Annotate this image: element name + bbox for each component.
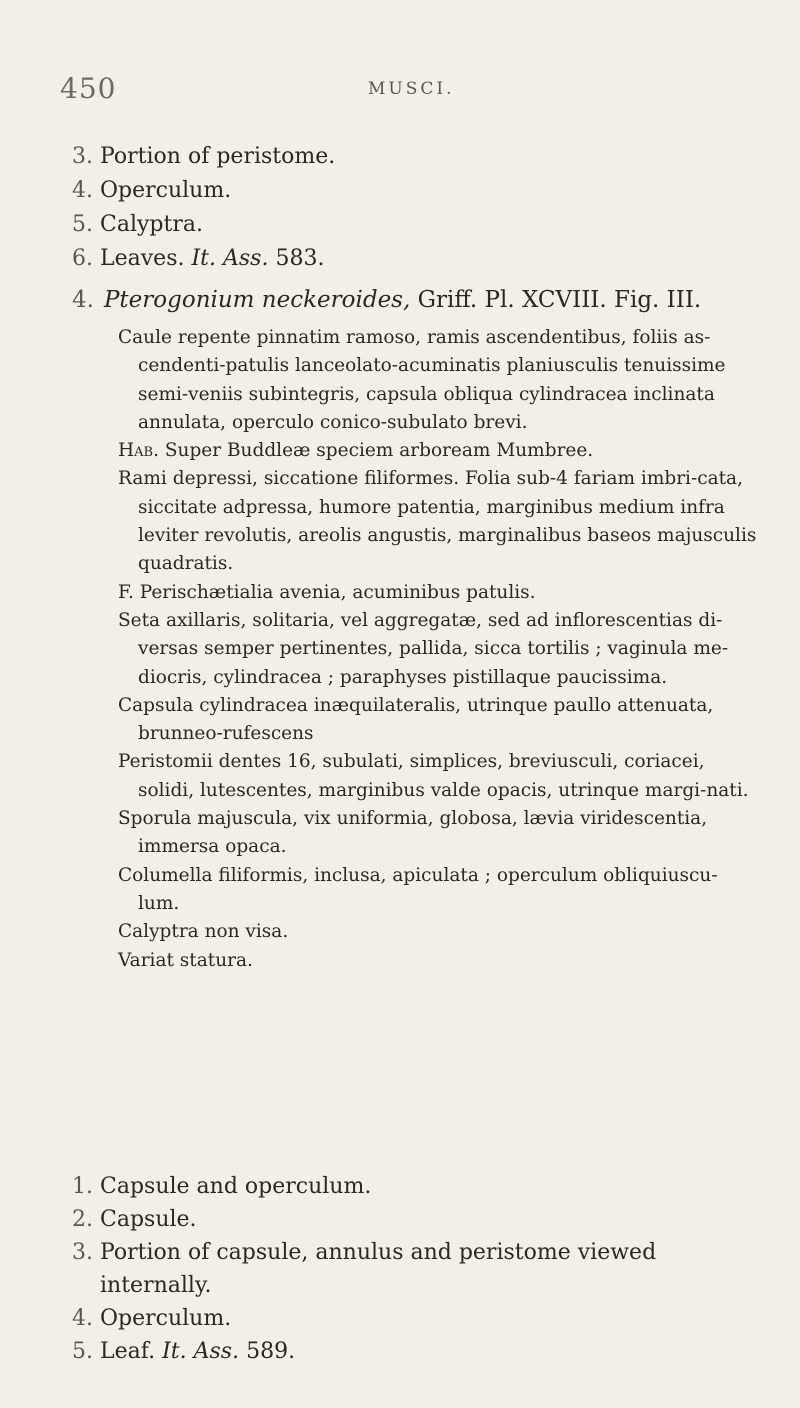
list-number: 6. (72, 246, 93, 271)
list-item (72, 1302, 762, 1335)
species-authority: Griff. Pl. XCVIII. Fig. III. (410, 287, 702, 313)
list-item (72, 1236, 762, 1302)
running-head: MUSCI. (368, 79, 455, 99)
list-text: Portion of peristome. (100, 144, 336, 169)
paragraph-text: F. Perischætialia avenia, acuminibus patulis. (118, 581, 536, 603)
list-number: 3. (72, 1240, 93, 1265)
paragraph-text: Seta axillaris, solitaria, vel aggregatæ, sed ad inflorescentias di-versas semper pertinentes, pallida, sicca tortilis ; vaginula me-diocris, cylindracea ; paraphyses pistillaque paucissima. (118, 609, 729, 688)
species-name: Pterogonium neckeroides, (103, 287, 411, 313)
list-text: Capsule and operculum. (100, 1174, 372, 1199)
list-number: 3. (72, 144, 93, 169)
description-paragraph (118, 748, 758, 805)
list-text-main: Leaf. (100, 1339, 163, 1364)
description-paragraph (118, 607, 758, 692)
list-item (72, 1170, 762, 1203)
habitat-paragraph (118, 437, 758, 465)
list-item (72, 174, 752, 207)
list-number: 2. (72, 1207, 93, 1232)
species-description (118, 324, 758, 975)
paragraph-text: Sporula majuscula, vix uniformia, globosa, lævia viridescentia, immersa opaca. (118, 808, 708, 858)
list-item (72, 208, 752, 241)
page-header (60, 72, 740, 112)
list-text: Operculum. (100, 178, 232, 203)
list-number: 1. (72, 1174, 93, 1199)
paragraph-text: Variat statura. (118, 949, 253, 971)
diagnosis-paragraph (118, 324, 758, 437)
list-item (72, 1335, 762, 1368)
reference-abbr: It. Ass. (162, 1339, 240, 1364)
paragraph-text: Peristomii dentes 16, subulati, simplices, breviusculi, coriacei, solidi, lutescentes, marginibus valde opacis, utrinque margi-nati. (118, 751, 749, 801)
species-number: 4. (72, 287, 94, 313)
description-paragraph (118, 918, 758, 946)
list-number: 5. (72, 212, 93, 237)
description-paragraph (118, 862, 758, 919)
list-text (100, 1335, 762, 1368)
habitat-text: Super Buddleæ speciem arboream Mumbree. (164, 440, 594, 462)
figure-list-bottom (72, 1170, 762, 1368)
description-paragraph (118, 692, 758, 749)
list-number: 4. (72, 178, 93, 203)
list-item (72, 140, 752, 173)
list-text (100, 242, 752, 275)
reference-number: 589. (239, 1339, 296, 1364)
description-paragraph (118, 947, 758, 975)
paragraph-text: Columella filiformis, inclusa, apiculata ; operculum obliquiuscu-lum. (118, 864, 718, 914)
list-text: Capsule. (100, 1207, 197, 1232)
paragraph-text: Rami depressi, siccatione filiformes. Folia sub-4 fariam imbri-cata, siccitate adpressa, humore patentia, marginibus medium infra leviter revolutis, areolis angustis, marginalibus baseos majusculis quadratis. (118, 468, 757, 575)
paragraph-text: Caule repente pinnatim ramoso, ramis ascendentibus, foliis as-cendenti-patulis lanceolato-acuminatis planiusculis tenuissime semi-veniis subintegris, capsula obliqua cylindracea inclinata annulata, operculo conico-subulato brevi. (118, 327, 726, 433)
reference-abbr: It. Ass. (191, 246, 269, 271)
figure-list-top (72, 140, 752, 276)
list-text-main: Leaves. (100, 246, 192, 271)
paragraph-text: Calyptra non visa. (118, 921, 289, 943)
list-item (72, 242, 752, 275)
list-text: Operculum. (100, 1306, 232, 1331)
list-item (72, 1203, 762, 1236)
description-paragraph (118, 579, 758, 607)
description-paragraph (118, 465, 758, 578)
list-number: 4. (72, 1306, 93, 1331)
list-text: Portion of capsule, annulus and peristome viewed internally. (100, 1240, 657, 1298)
list-number: 5. (72, 1339, 93, 1364)
habitat-text-wrap (118, 440, 593, 461)
species-heading (72, 284, 762, 316)
page-number: 450 (60, 72, 117, 105)
list-text: Calyptra. (100, 212, 203, 237)
reference-number: 583. (268, 246, 325, 271)
paragraph-text: Capsula cylindracea inæquilateralis, utrinque paullo attenuata, brunneo-rufescens (118, 694, 714, 745)
habitat-label: Hab. (118, 440, 159, 462)
description-paragraph (118, 805, 758, 862)
